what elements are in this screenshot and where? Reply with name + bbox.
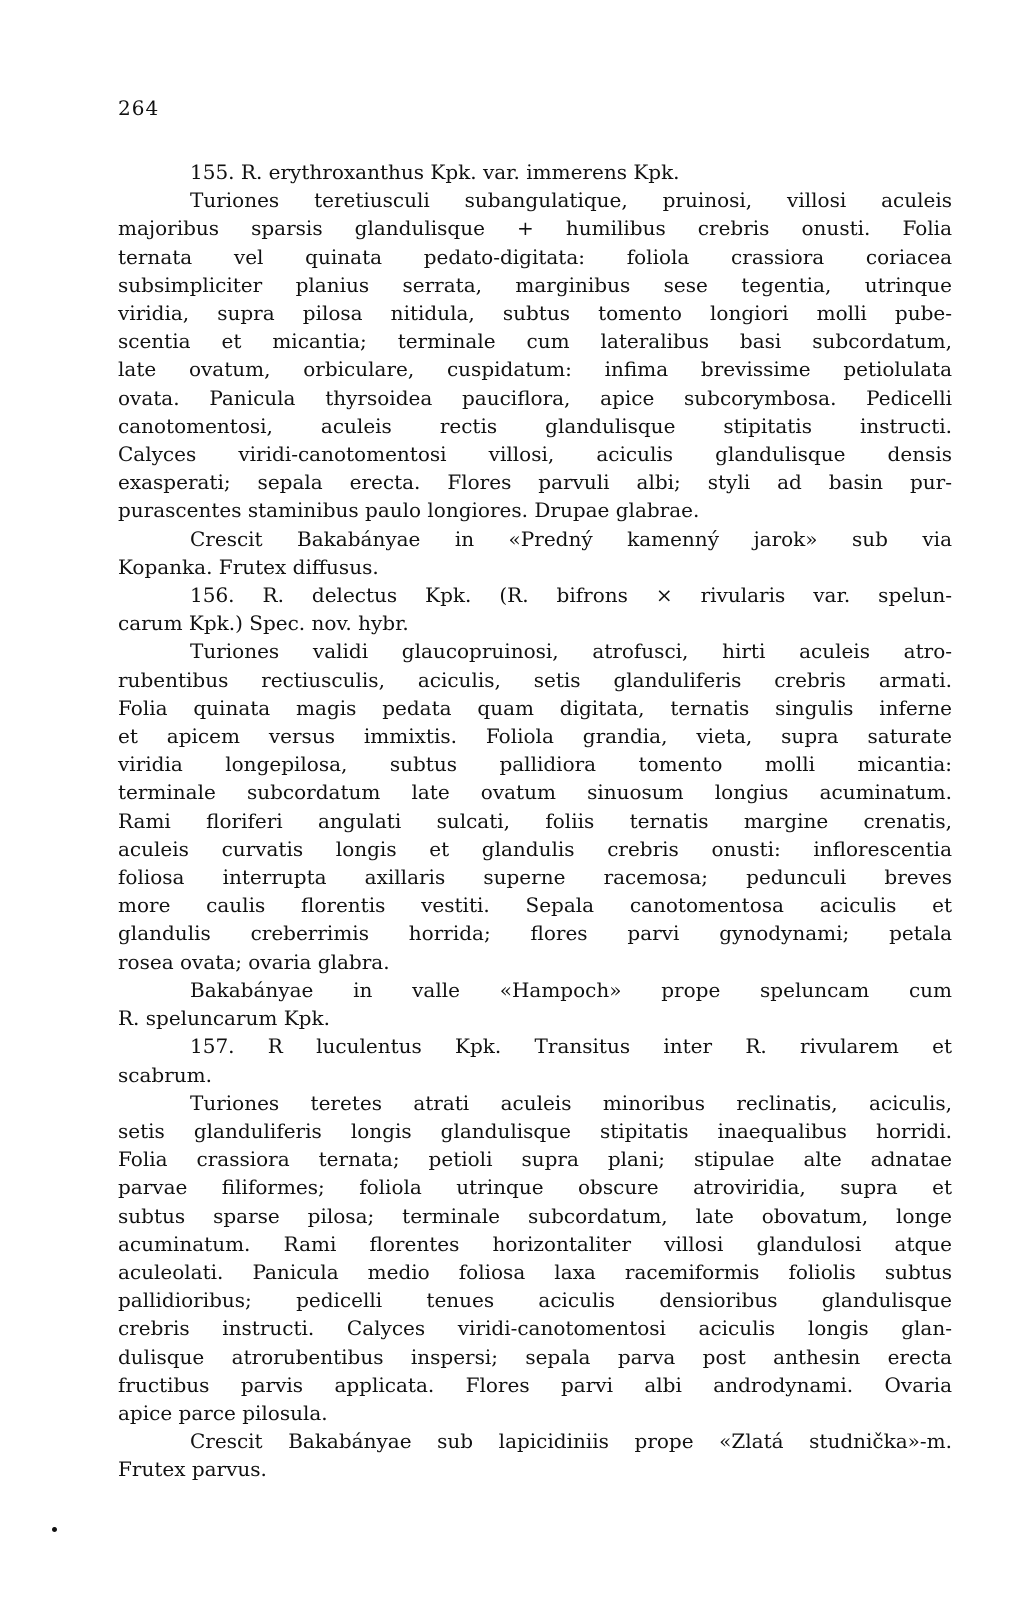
text-line: Frutex parvus.: [118, 1457, 267, 1482]
text-line: aculeis curvatis longis et glandulis crebris onusti: inflorescentia: [118, 836, 952, 861]
text-line: Turiones teretes atrati aculeis minoribus reclinatis, aciculis,: [190, 1090, 952, 1115]
text-line: viridia, supra pilosa nitidula, subtus tomento longiori molli pube-: [118, 301, 952, 326]
text-line: setis glanduliferis longis glandulisque stipitatis inaequalibus horridi.: [118, 1118, 952, 1143]
text-line: Folia quinata magis pedata quam digitata, ternatis singulis inferne: [118, 695, 952, 720]
ink-dot-mark: [52, 1527, 57, 1532]
text-line: glandulis creberrimis horrida; flores parvi gynodynami; petala: [118, 921, 952, 946]
text-line: scentia et micantia; terminale cum lateralibus basi subcordatum,: [118, 329, 952, 354]
text-line: Crescit Bakabányae in «Predný kamenný jarok» sub via: [190, 526, 952, 551]
text-line: Folia crassiora ternata; petioli supra plani; stipulae alte adnatae: [118, 1147, 952, 1172]
text-line: rubentibus rectiusculis, aciculis, setis glanduliferis crebris armati.: [118, 667, 952, 692]
text-line: pallidioribus; pedicelli tenues aciculis densioribus glandulisque: [118, 1288, 952, 1313]
text-line: late ovatum, orbiculare, cuspidatum: infima brevissime petiolulata: [118, 357, 952, 382]
text-line: et apicem versus immixtis. Foliola grandia, vieta, supra saturate: [118, 724, 952, 749]
text-line: aculeolati. Panicula medio foliosa laxa racemiformis foliolis subtus: [118, 1259, 952, 1284]
text-line: Kopanka. Frutex diffusus.: [118, 554, 379, 579]
text-line: Turiones validi glaucopruinosi, atrofusci, hirti aculeis atro-: [190, 639, 952, 664]
text-line: crebris instructi. Calyces viridi-canotomentosi aciculis longis glan-: [118, 1316, 952, 1341]
text-line: Turiones teretiusculi subangulatique, pruinosi, villosi aculeis: [190, 188, 952, 213]
text-line: subtus sparse pilosa; terminale subcordatum, late obovatum, longe: [118, 1203, 952, 1228]
text-line: viridia longepilosa, subtus pallidiora tomento molli micantia:: [118, 752, 952, 777]
text-line: fructibus parvis applicata. Flores parvi albi androdynami. Ovaria: [118, 1372, 952, 1397]
text-line: apice parce pilosula.: [118, 1400, 328, 1425]
text-line: exasperati; sepala erecta. Flores parvuli albi; styli ad basin pur-: [118, 470, 952, 495]
text-line: parvae filiformes; foliola utrinque obscure atroviridia, supra et: [118, 1175, 952, 1200]
text-line: acuminatum. Rami florentes horizontaliter villosi glandulosi atque: [118, 1231, 952, 1256]
text-line: carum Kpk.) Spec. nov. hybr.: [118, 611, 409, 636]
text-line: dulisque atrorubentibus inspersi; sepala parva post anthesin erecta: [118, 1344, 952, 1369]
body-text: [118, 158, 952, 1484]
text-line: Calyces viridi-canotomentosi villosi, aciculis glandulisque densis: [118, 442, 952, 467]
text-line: ternata vel quinata pedato-digitata: foliola crassiora coriacea: [118, 244, 952, 269]
text-line: purascentes staminibus paulo longiores. Drupae glabrae.: [118, 498, 700, 523]
text-line: subsimpliciter planius serrata, marginibus sese tegentia, utrinque: [118, 272, 952, 297]
text-line: canotomentosi, aculeis rectis glandulisque stipitatis instructi.: [118, 413, 952, 438]
page-number: 264: [118, 96, 160, 120]
text-line: more caulis florentis vestiti. Sepala canotomentosa aciculis et: [118, 893, 952, 918]
text-line: foliosa interrupta axillaris superne racemosa; pedunculi breves: [118, 865, 952, 890]
text-line: ovata. Panicula thyrsoidea pauciflora, apice subcorymbosa. Pedicelli: [118, 385, 952, 410]
text-line: 157. R luculentus Kpk. Transitus inter R. rivularem et: [190, 1034, 952, 1059]
text-line: scabrum.: [118, 1062, 212, 1087]
text-line: Crescit Bakabányae sub lapicidiniis prope «Zlatá studnička»-m.: [190, 1429, 952, 1454]
text-line: 155. R. erythroxanthus Kpk. var. immerens Kpk.: [190, 160, 680, 184]
text-line: R. speluncarum Kpk.: [118, 1006, 330, 1031]
text-line: 156. R. delectus Kpk. (R. bifrons × rivularis var. spelun-: [190, 583, 952, 608]
text-line: terminale subcordatum late ovatum sinuosum longius acuminatum.: [118, 780, 952, 805]
text-line: rosea ovata; ovaria glabra.: [118, 949, 390, 974]
text-line: majoribus sparsis glandulisque + humilibus crebris onusti. Folia: [118, 216, 952, 241]
text-line: Rami floriferi angulati sulcati, foliis ternatis margine crenatis,: [118, 808, 952, 833]
text-line: Bakabányae in valle «Hampoch» prope speluncam cum: [190, 977, 952, 1002]
